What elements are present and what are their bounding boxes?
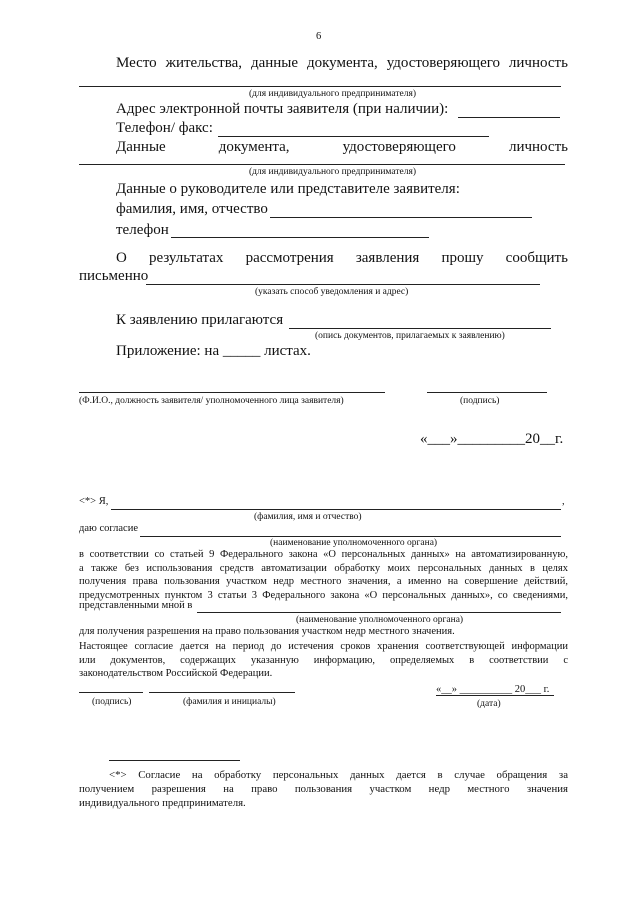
result-word: О (116, 250, 127, 266)
result-word: рассмотрения (245, 250, 334, 266)
attached-label: К заявлению прилагаются (116, 312, 284, 328)
doc-line-label (116, 139, 568, 156)
footnote-line: получением разрешения на право пользования участком недр местного значения (79, 783, 568, 795)
fio-line[interactable] (270, 217, 532, 218)
residence-caption: (для индивидуального предпринимателя) (249, 89, 416, 99)
doc-word: документа, (218, 139, 290, 155)
consent-date: «__» __________ 20___ г. (436, 684, 550, 695)
doc-word: Данные (116, 139, 166, 155)
consent-term-paragraph (79, 640, 568, 681)
attached-caption: (опись документов, прилагаемых к заявлению) (315, 331, 505, 341)
consent-line: получения права пользования участком недр местного значения, а именно на совершение действий, (79, 576, 568, 588)
doc-line[interactable] (79, 164, 565, 165)
residence-word: Место (116, 55, 157, 71)
phone2-line[interactable] (171, 237, 429, 238)
consent-ya-label: <*> Я, (79, 496, 109, 507)
footnote-paragraph (79, 768, 568, 810)
written-label: письменно (79, 268, 149, 284)
footnote-separator (109, 760, 240, 761)
residence-word: удостоверяющего (386, 55, 501, 71)
consent-signature-caption: (подпись) (92, 697, 132, 707)
consent-term-line: или документов, содержащих указанную информацию, определяемых в соответствии с (79, 654, 568, 666)
result-word: прошу (441, 250, 484, 266)
consent-comma: , (562, 496, 565, 507)
consent-org-caption: (наименование уполномоченного органа) (270, 538, 438, 548)
result-label (116, 250, 568, 267)
consent-agree-label: даю согласие (79, 523, 138, 534)
attached-line[interactable] (289, 328, 551, 329)
fio-position-line[interactable] (79, 392, 385, 393)
email-label: Адрес электронной почты заявителя (при наличии): (116, 101, 449, 117)
consent-signature-line[interactable] (79, 692, 143, 693)
consent-term-line: законодательством Российской Федерации. (79, 668, 273, 680)
consent-date-underline (436, 695, 554, 696)
page-number: 6 (316, 31, 322, 42)
written-line[interactable] (146, 284, 540, 285)
consent-initials-line[interactable] (149, 692, 295, 693)
residence-word: личность (508, 55, 568, 71)
consent-term-line: Настоящее согласие дается на период до истечения сроков хранения соответствующей информации (79, 641, 568, 652)
signature-caption: (подпись) (460, 396, 500, 406)
consent-purpose: для получения разрешения на право пользования участком недр местного значения. (79, 626, 455, 637)
appendix-label: Приложение: на _____ листах. (116, 343, 311, 359)
footnote-line: индивидуального предпринимателя. (79, 797, 246, 809)
consent-org-line[interactable] (140, 536, 561, 537)
consent-paragraph (79, 548, 568, 603)
residence-label (116, 55, 568, 72)
result-word: сообщить (505, 250, 568, 266)
result-word: результатах (148, 250, 224, 266)
phone2-label: телефон (116, 222, 169, 238)
residence-word: жительства, (165, 55, 243, 71)
signature-line[interactable] (427, 392, 547, 393)
head-label: Данные о руководителе или представителе заявителя: (116, 181, 460, 197)
consent-line: а также без использования средств автоматизации обработку моих персональных данных в целях (79, 562, 568, 574)
fio-position-caption: (Ф.И.О., должность заявителя/ уполномоченного лица заявителя) (79, 396, 344, 406)
consent-line: предусмотренных пунктом 3 статьи 3 Федерального закона «О персональных данных», со сведениями, (79, 590, 568, 602)
doc-caption: (для индивидуального предпринимателя) (249, 167, 416, 177)
result-word: заявления (355, 250, 420, 266)
phone-label: Телефон/ факс: (116, 120, 213, 136)
consent-name-caption: (фамилия, имя и отчество) (254, 512, 362, 522)
consent-presented-label: представленными мной в (79, 600, 193, 611)
doc-word: удостоверяющего (342, 139, 456, 155)
email-line[interactable] (458, 117, 560, 118)
residence-word: документа, (306, 55, 378, 71)
footnote-line: <*> Согласие на обработку персональных данных дается в случае обращения за (109, 769, 568, 781)
consent-org-caption-2: (наименование уполномоченного органа) (296, 615, 464, 625)
application-date: «___»_________20__г. (420, 431, 564, 447)
phone-line[interactable] (218, 136, 489, 137)
consent-initials-caption: (фамилия и инициалы) (183, 697, 276, 707)
written-caption: (указать способ уведомления и адрес) (255, 287, 409, 297)
consent-date-caption: (дата) (477, 699, 501, 709)
doc-word: личность (508, 139, 568, 155)
residence-word: данные (250, 55, 299, 71)
residence-line[interactable] (79, 86, 561, 87)
fio-label: фамилия, имя, отчество (116, 201, 268, 217)
consent-org-line-2[interactable] (197, 612, 561, 613)
consent-name-line[interactable] (111, 509, 561, 510)
consent-line: в соответствии со статьей 9 Федерального закона «О персональных данных» на автоматизированную, (79, 549, 568, 560)
